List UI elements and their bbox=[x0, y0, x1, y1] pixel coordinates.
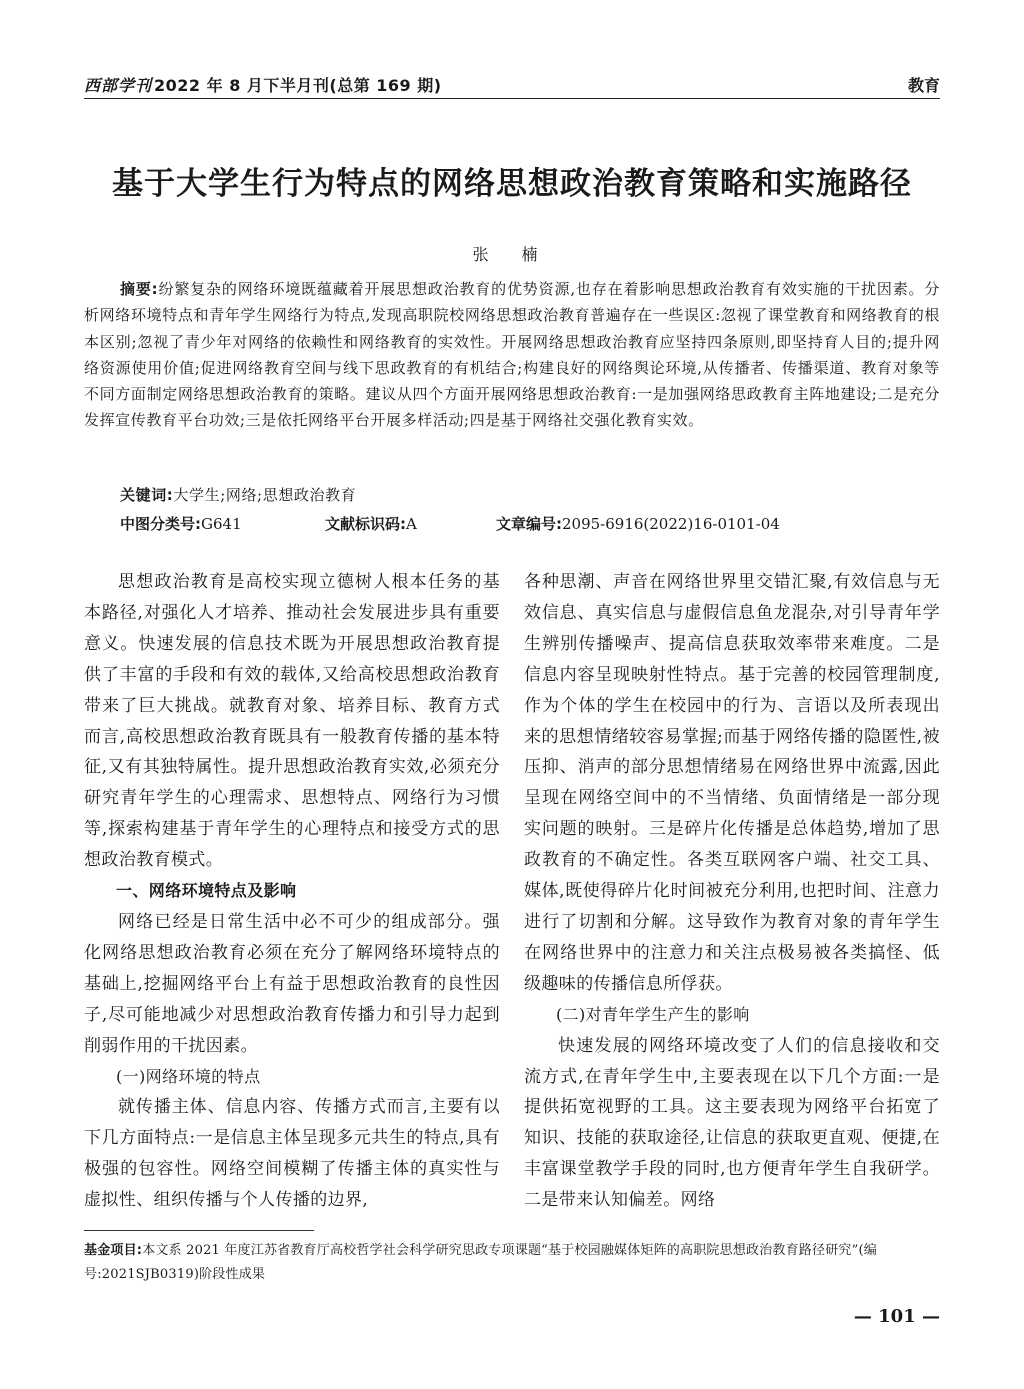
classification-label: 中图分类号: bbox=[120, 515, 201, 533]
running-header bbox=[84, 73, 940, 101]
article-number bbox=[496, 513, 780, 534]
footnote-label: 基金项目: bbox=[84, 1243, 143, 1258]
abstract-label: 摘要: bbox=[120, 280, 159, 298]
body-column-right bbox=[524, 567, 940, 1216]
article-meta bbox=[120, 513, 940, 535]
article-number-value: 2095-6916(2022)16-0101-04 bbox=[562, 515, 780, 533]
article-number-label: 文章编号: bbox=[496, 515, 562, 533]
footnote-rule bbox=[84, 1230, 314, 1231]
keywords-text: 大学生;网络;思想政治教育 bbox=[173, 486, 357, 504]
classification bbox=[120, 513, 242, 534]
subsection-heading: (二)对青年学生产生的影响 bbox=[556, 1004, 750, 1024]
abstract bbox=[84, 276, 940, 434]
footnote bbox=[84, 1239, 940, 1287]
body-column-left bbox=[84, 567, 500, 1216]
body-paragraph: 网络已经是日常生活中必不可少的组成部分。强化网络思想政治教育必须在充分了解网络环境特点的基础上,挖掘网络平台上有益于思想政治教育的良性因子,尽可能地减少对思想政治教育传播力和引导力起到削弱作用的干扰因素。 bbox=[84, 911, 500, 1056]
footnote-text: 本文系 2021 年度江苏省教育厅高校哲学社会科学研究思政专项课题“基于校园融媒体矩阵的高职院思想政治教育路径研究”(编号:2021SJB0319)阶段性成果 bbox=[84, 1243, 877, 1282]
journal-logo: 西部学刊 bbox=[84, 76, 153, 95]
section-heading: 一、网络环境特点及影响 bbox=[116, 881, 297, 901]
journal-issue: 2022 年 8 月下半月刊(总第 169 期) bbox=[154, 76, 442, 95]
article-author: 张 楠 bbox=[472, 245, 552, 264]
article-title: 基于大学生行为特点的网络思想政治教育策略和实施路径 bbox=[112, 166, 912, 202]
page-number: — 101 — bbox=[853, 1306, 940, 1327]
section-name: 教育 bbox=[907, 76, 940, 95]
body-paragraph: 快速发展的网络环境改变了人们的信息接收和交流方式,在青年学生中,主要表现在以下几个方面:一是提供拓宽视野的工具。这主要表现为网络平台拓宽了知识、技能的获取途径,让信息的获取更直观、便捷,在丰富课堂教学手段的同时,也方便青年学生自我研学。二是带来认知偏差。网络 bbox=[524, 1035, 940, 1211]
body-paragraph: 就传播主体、信息内容、传播方式而言,主要有以下几方面特点:一是信息主体呈现多元共生的特点,具有极强的包容性。网络空间模糊了传播主体的真实性与虚拟性、组织传播与个人传播的边界, bbox=[84, 1097, 500, 1211]
journal-issue-line bbox=[84, 73, 442, 96]
abstract-text: 纷繁复杂的网络环境既蕴藏着开展思想政治教育的优势资源,也存在着影响思想政治教育有效实施的干扰因素。分析网络环境特点和青年学生网络行为特点,发现高职院校网络思想政治教育普遍存在一些误区:忽视了课堂教育和网络教育的根本区别;忽视了青少年对网络的依赖性和网络教育的实效性。开展网络思想政治教育应坚持四条原则,即坚持育人目的;提升网络资源使用价值;促进网络教育空间与线下思政教育的有机结合;构建良好的网络舆论环境,从传播者、传播渠道、教育对象等不同方面制定网络思想政治教育的策略。建议从四个方面开展网络思想政治教育:一是加强网络思政教育主阵地建设;二是充分发挥宣传教育平台功效;三是依托网络平台开展多样活动;四是基于网络社交强化教育实效。 bbox=[84, 280, 940, 430]
subsection-heading: (一)网络环境的特点 bbox=[116, 1066, 261, 1086]
header-rule bbox=[84, 98, 940, 99]
document-code-label: 文献标识码: bbox=[325, 515, 406, 533]
classification-value: G641 bbox=[201, 515, 242, 533]
keywords bbox=[120, 484, 356, 505]
body-paragraph: 思想政治教育是高校实现立德树人根本任务的基本路径,对强化人才培养、推动社会发展进步具有重要意义。快速发展的信息技术既为开展思想政治教育提供了丰富的手段和有效的载体,又给高校思想政治教育带来了巨大挑战。就教育对象、培养目标、教育方式而言,高校思想政治教育既具有一般教育传播的基本特征,又有其独特属性。提升思想政治教育实效,必须充分研究青年学生的心理需求、思想特点、网络行为习惯等,探索构建基于青年学生的心理特点和接受方式的思想政治教育模式。 bbox=[84, 572, 500, 871]
document-code bbox=[325, 513, 417, 534]
keywords-label: 关键词: bbox=[120, 486, 174, 504]
body-paragraph: 各种思潮、声音在网络世界里交错汇聚,有效信息与无效信息、真实信息与虚假信息鱼龙混杂,对引导青年学生辨别传播噪声、提高信息获取效率带来难度。二是信息内容呈现映射性特点。基于完善的校园管理制度,作为个体的学生在校园中的行为、言语以及所表现出来的思想情绪较容易掌握;而基于网络传播的隐匿性,被压抑、消声的部分思想情绪易在网络世界中流露,因此呈现在网络空间中的不当情绪、负面情绪是一部分现实问题的映射。三是碎片化传播是总体趋势,增加了思政教育的不确定性。各类互联网客户端、社交工具、媒体,既使得碎片化时间被充分利用,也把时间、注意力进行了切割和分解。这导致作为教育对象的青年学生在网络世界中的注意力和关注点极易被各类搞怪、低级趣味的传播信息所俘获。 bbox=[524, 572, 940, 994]
document-code-value: A bbox=[406, 515, 417, 533]
